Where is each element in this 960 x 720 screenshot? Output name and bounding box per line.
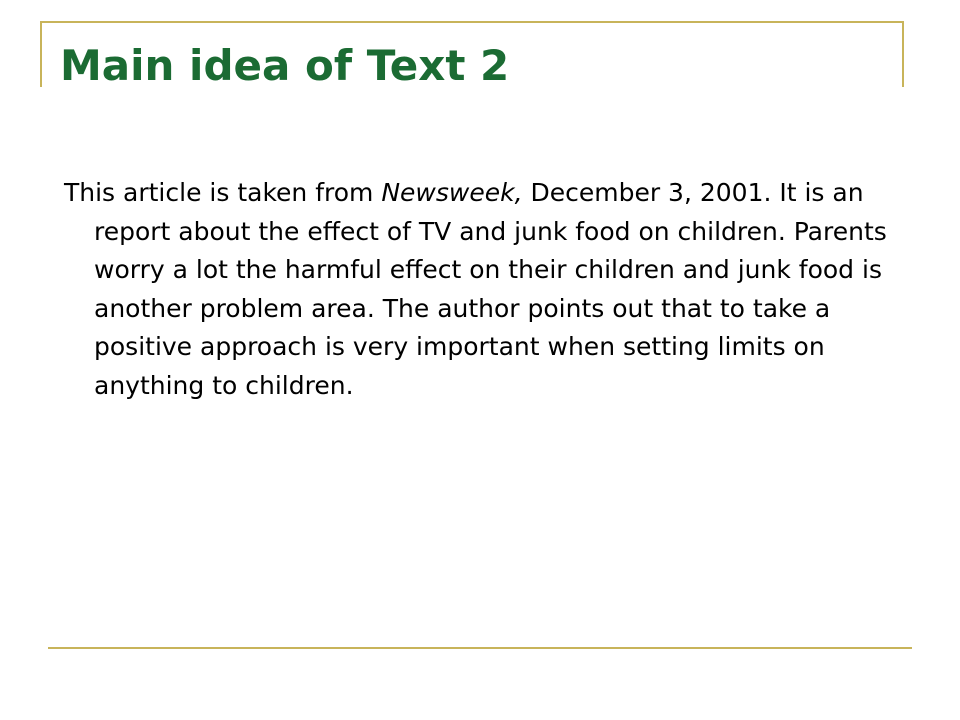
bottom-divider (48, 647, 912, 649)
right-title-bracket (902, 21, 904, 87)
top-divider (40, 21, 904, 23)
body-paragraph (64, 174, 924, 405)
publication-name: Newsweek, (381, 178, 523, 207)
body-text-intro: This article is taken from (64, 178, 382, 207)
slide-title: Main idea of Text 2 (60, 41, 510, 90)
body-text-main: December 3, 2001. It is an report about the effect of TV and junk food on children. Parents worry a lot the harmful effect on their children and junk food is another problem area. The author points out that to take a positive approach is very important when setting limits on anything to children. (94, 178, 887, 400)
left-title-bracket (40, 21, 42, 87)
